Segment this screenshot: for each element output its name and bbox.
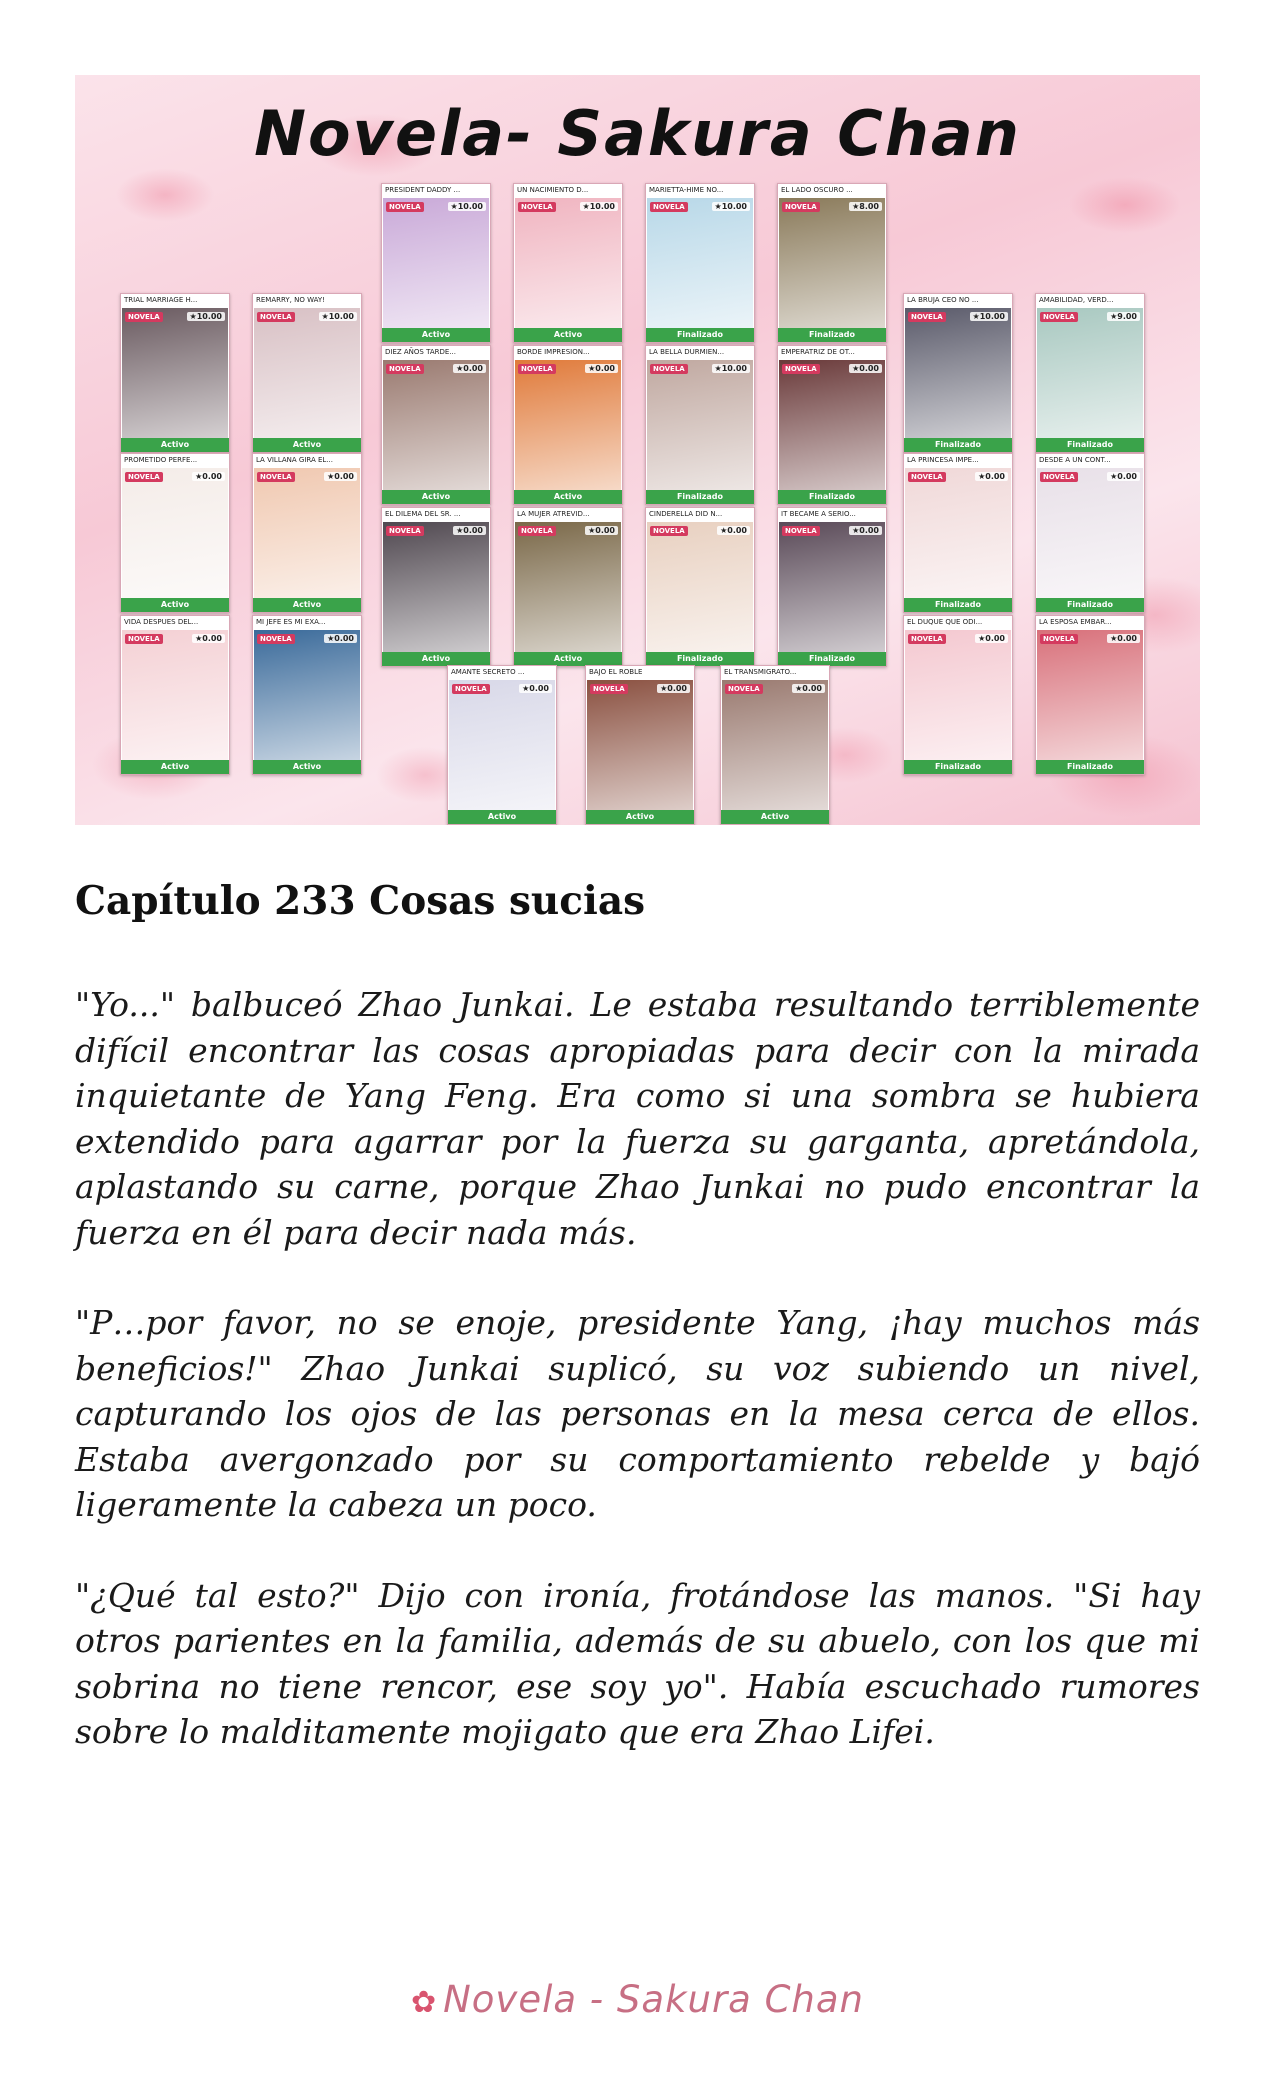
novel-cover <box>1035 293 1145 453</box>
novel-cover <box>1035 615 1145 775</box>
cover-rating: ★0.00 <box>324 634 357 643</box>
chapter-body <box>75 982 1200 1800</box>
cover-title: PRESIDENT DADDY ... <box>382 184 490 197</box>
cover-rating: ★0.00 <box>657 684 690 693</box>
cover-rating: ★10.00 <box>712 364 750 373</box>
cover-rating: ★10.00 <box>319 312 357 321</box>
cover-status: Activo <box>514 652 622 666</box>
cover-title: EMPERATRIZ DE OT... <box>778 346 886 359</box>
footer-text: Novela - Sakura Chan <box>443 1978 865 2021</box>
novel-cover <box>585 665 695 825</box>
cover-title: LA ESPOSA EMBAR... <box>1036 616 1144 629</box>
banner-title: Novela- Sakura Chan <box>254 97 1021 170</box>
cover-rating: ★0.00 <box>585 526 618 535</box>
cover-status: Finalizado <box>1036 598 1144 612</box>
cover-status: Finalizado <box>778 490 886 504</box>
novel-cover <box>777 507 887 667</box>
novel-cover <box>903 293 1013 453</box>
novel-cover <box>903 615 1013 775</box>
cover-rating: ★0.00 <box>975 472 1008 481</box>
cover-badge: NOVELA <box>908 472 946 482</box>
cover-title: EL TRANSMIGRATO... <box>721 666 829 679</box>
novel-cover <box>252 453 362 613</box>
cover-status: Finalizado <box>646 652 754 666</box>
cover-rating: ★10.00 <box>187 312 225 321</box>
cover-title: REMARRY, NO WAY! <box>253 294 361 307</box>
cover-title: DESDE A UN CONT... <box>1036 454 1144 467</box>
novel-cover <box>645 345 755 505</box>
cover-art <box>1037 468 1143 598</box>
novel-cover <box>777 183 887 343</box>
novel-cover <box>777 345 887 505</box>
cover-status: Finalizado <box>1036 438 1144 452</box>
cover-art <box>383 360 489 490</box>
cover-rating: ★0.00 <box>192 634 225 643</box>
cover-badge: NOVELA <box>518 202 556 212</box>
cover-rating: ★0.00 <box>453 526 486 535</box>
novel-cover <box>513 345 623 505</box>
cover-status: Activo <box>121 760 229 774</box>
cover-badge: NOVELA <box>386 202 424 212</box>
cover-title: LA MUJER ATREVID... <box>514 508 622 521</box>
novel-cover <box>381 345 491 505</box>
sakura-flower-icon: ✿ <box>410 1985 438 2020</box>
cover-badge: NOVELA <box>257 312 295 322</box>
cover-art <box>254 630 360 760</box>
cover-badge: NOVELA <box>125 634 163 644</box>
cover-title: UN NACIMIENTO D... <box>514 184 622 197</box>
cover-title: AMANTE SECRETO ... <box>448 666 556 679</box>
cover-badge: NOVELA <box>650 364 688 374</box>
cover-art <box>515 198 621 328</box>
novel-cover <box>903 453 1013 613</box>
cover-status: Activo <box>253 438 361 452</box>
cover-rating: ★9.00 <box>1107 312 1140 321</box>
cover-rating: ★0.00 <box>792 684 825 693</box>
chapter-title: Capítulo 233 Cosas sucias <box>75 878 646 924</box>
cover-status: Activo <box>121 438 229 452</box>
cover-badge: NOVELA <box>908 312 946 322</box>
cover-title: MARIETTA-HIME NO... <box>646 184 754 197</box>
cover-rating: ★10.00 <box>448 202 486 211</box>
novel-cover <box>120 293 230 453</box>
cover-title: BAJO EL ROBLE <box>586 666 694 679</box>
cover-title: VIDA DESPUES DEL... <box>121 616 229 629</box>
cover-rating: ★0.00 <box>849 364 882 373</box>
cover-art <box>122 308 228 438</box>
cover-art <box>647 522 753 652</box>
cover-badge: NOVELA <box>518 526 556 536</box>
cover-title: LA BELLA DURMIEN... <box>646 346 754 359</box>
cover-art <box>722 680 828 810</box>
cover-art <box>383 198 489 328</box>
cover-status: Activo <box>253 598 361 612</box>
cover-badge: NOVELA <box>908 634 946 644</box>
cover-status: Activo <box>586 810 694 824</box>
cover-badge: NOVELA <box>782 526 820 536</box>
cover-rating: ★0.00 <box>1107 634 1140 643</box>
novel-cover <box>252 293 362 453</box>
cover-art <box>779 522 885 652</box>
cover-title: EL DUQUE QUE ODI... <box>904 616 1012 629</box>
cover-art <box>905 468 1011 598</box>
cover-badge: NOVELA <box>257 634 295 644</box>
novel-cover <box>381 507 491 667</box>
cover-status: Finalizado <box>904 598 1012 612</box>
cover-title: LA BRUJA CEO NO ... <box>904 294 1012 307</box>
cover-title: IT BECAME A SERIO... <box>778 508 886 521</box>
footer-watermark <box>0 1978 1275 2021</box>
cover-rating: ★0.00 <box>192 472 225 481</box>
cover-title: DIEZ AÑOS TARDE... <box>382 346 490 359</box>
cover-title: PROMETIDO PERFE... <box>121 454 229 467</box>
cover-title: CINDERELLA DID N... <box>646 508 754 521</box>
cover-art <box>647 198 753 328</box>
cover-art <box>779 360 885 490</box>
cover-title: EL LADO OSCURO ... <box>778 184 886 197</box>
cover-rating: ★0.00 <box>585 364 618 373</box>
paragraph: "P…por favor, no se enoje, presidente Yang, ¡hay muchos más beneficios!" Zhao Junkai suplicó, su voz subiendo un nivel, capturando los ojos de las personas en la mesa cerca de ellos. Estaba avergonzado por su comportamiento rebelde y bajó ligeramente la cabeza un poco. <box>75 1303 1200 1524</box>
cover-title: LA PRINCESA IMPE... <box>904 454 1012 467</box>
cover-status: Activo <box>514 490 622 504</box>
cover-badge: NOVELA <box>125 472 163 482</box>
cover-badge: NOVELA <box>782 364 820 374</box>
cover-rating: ★0.00 <box>975 634 1008 643</box>
cover-art <box>515 360 621 490</box>
cover-rating: ★0.00 <box>324 472 357 481</box>
cover-title: AMABILIDAD, VERD... <box>1036 294 1144 307</box>
novel-cover <box>447 665 557 825</box>
cover-badge: NOVELA <box>782 202 820 212</box>
cover-art <box>254 308 360 438</box>
paragraph: "¿Qué tal esto?" Dijo con ironía, frotándose las manos. "Si hay otros parientes en la familia, además de su abuelo, con los que mi sobrina no tiene rencor, ese soy yo". Había escuchado rumores sobre lo malditamente mojigato que era Zhao Lifei. <box>75 1575 1200 1751</box>
cover-art <box>122 468 228 598</box>
cover-badge: NOVELA <box>257 472 295 482</box>
cover-art <box>905 308 1011 438</box>
cover-badge: NOVELA <box>650 202 688 212</box>
cover-badge: NOVELA <box>1040 634 1078 644</box>
banner-image <box>75 75 1200 825</box>
cover-badge: NOVELA <box>725 684 763 694</box>
cover-title: TRIAL MARRIAGE H... <box>121 294 229 307</box>
cover-rating: ★0.00 <box>1107 472 1140 481</box>
novel-cover <box>1035 453 1145 613</box>
novel-cover <box>513 183 623 343</box>
cover-art <box>647 360 753 490</box>
cover-rating: ★0.00 <box>453 364 486 373</box>
cover-status: Finalizado <box>904 438 1012 452</box>
cover-status: Activo <box>253 760 361 774</box>
cover-badge: NOVELA <box>650 526 688 536</box>
cover-badge: NOVELA <box>1040 472 1078 482</box>
novel-cover <box>120 453 230 613</box>
cover-art <box>254 468 360 598</box>
cover-status: Activo <box>121 598 229 612</box>
cover-art <box>383 522 489 652</box>
cover-art <box>122 630 228 760</box>
cover-rating: ★0.00 <box>717 526 750 535</box>
cover-badge: NOVELA <box>125 312 163 322</box>
novel-cover <box>252 615 362 775</box>
novel-cover <box>720 665 830 825</box>
cover-art <box>779 198 885 328</box>
cover-badge: NOVELA <box>386 526 424 536</box>
cover-rating: ★10.00 <box>712 202 750 211</box>
cover-status: Activo <box>721 810 829 824</box>
cover-art <box>587 680 693 810</box>
cover-status: Finalizado <box>778 652 886 666</box>
cover-badge: NOVELA <box>1040 312 1078 322</box>
cover-art <box>905 630 1011 760</box>
cover-art <box>449 680 555 810</box>
novel-cover <box>513 507 623 667</box>
cover-title: EL DILEMA DEL SR. ... <box>382 508 490 521</box>
cover-status: Finalizado <box>646 328 754 342</box>
cover-art <box>515 522 621 652</box>
cover-badge: NOVELA <box>518 364 556 374</box>
cover-badge: NOVELA <box>590 684 628 694</box>
cover-rating: ★0.00 <box>519 684 552 693</box>
cover-rating: ★10.00 <box>580 202 618 211</box>
novel-cover <box>381 183 491 343</box>
novel-cover <box>645 183 755 343</box>
cover-status: Finalizado <box>778 328 886 342</box>
cover-status: Activo <box>382 652 490 666</box>
paragraph: "Yo..." balbuceó Zhao Junkai. Le estaba resultando terriblemente difícil encontrar las cosas apropiadas para decir con la mirada inquietante de Yang Feng. Era como si una sombra se hubiera extendido para agarrar por la fuerza su garganta, apretándola, aplastando su carne, porque Zhao Junkai no pudo encontrar la fuerza en él para decir nada más. <box>75 985 1200 1252</box>
cover-status: Activo <box>448 810 556 824</box>
cover-art <box>1037 308 1143 438</box>
cover-status: Activo <box>382 490 490 504</box>
cover-badge: NOVELA <box>386 364 424 374</box>
novel-cover <box>645 507 755 667</box>
cover-badge: NOVELA <box>452 684 490 694</box>
cover-rating: ★8.00 <box>849 202 882 211</box>
cover-status: Activo <box>514 328 622 342</box>
cover-status: Activo <box>382 328 490 342</box>
cover-art <box>1037 630 1143 760</box>
cover-status: Finalizado <box>1036 760 1144 774</box>
cover-rating: ★0.00 <box>849 526 882 535</box>
cover-status: Finalizado <box>904 760 1012 774</box>
cover-title: LA VILLANA GIRA EL... <box>253 454 361 467</box>
novel-cover <box>120 615 230 775</box>
cover-rating: ★10.00 <box>970 312 1008 321</box>
cover-title: MI JEFE ES MI EXA... <box>253 616 361 629</box>
cover-title: BORDE IMPRESION... <box>514 346 622 359</box>
cover-status: Finalizado <box>646 490 754 504</box>
